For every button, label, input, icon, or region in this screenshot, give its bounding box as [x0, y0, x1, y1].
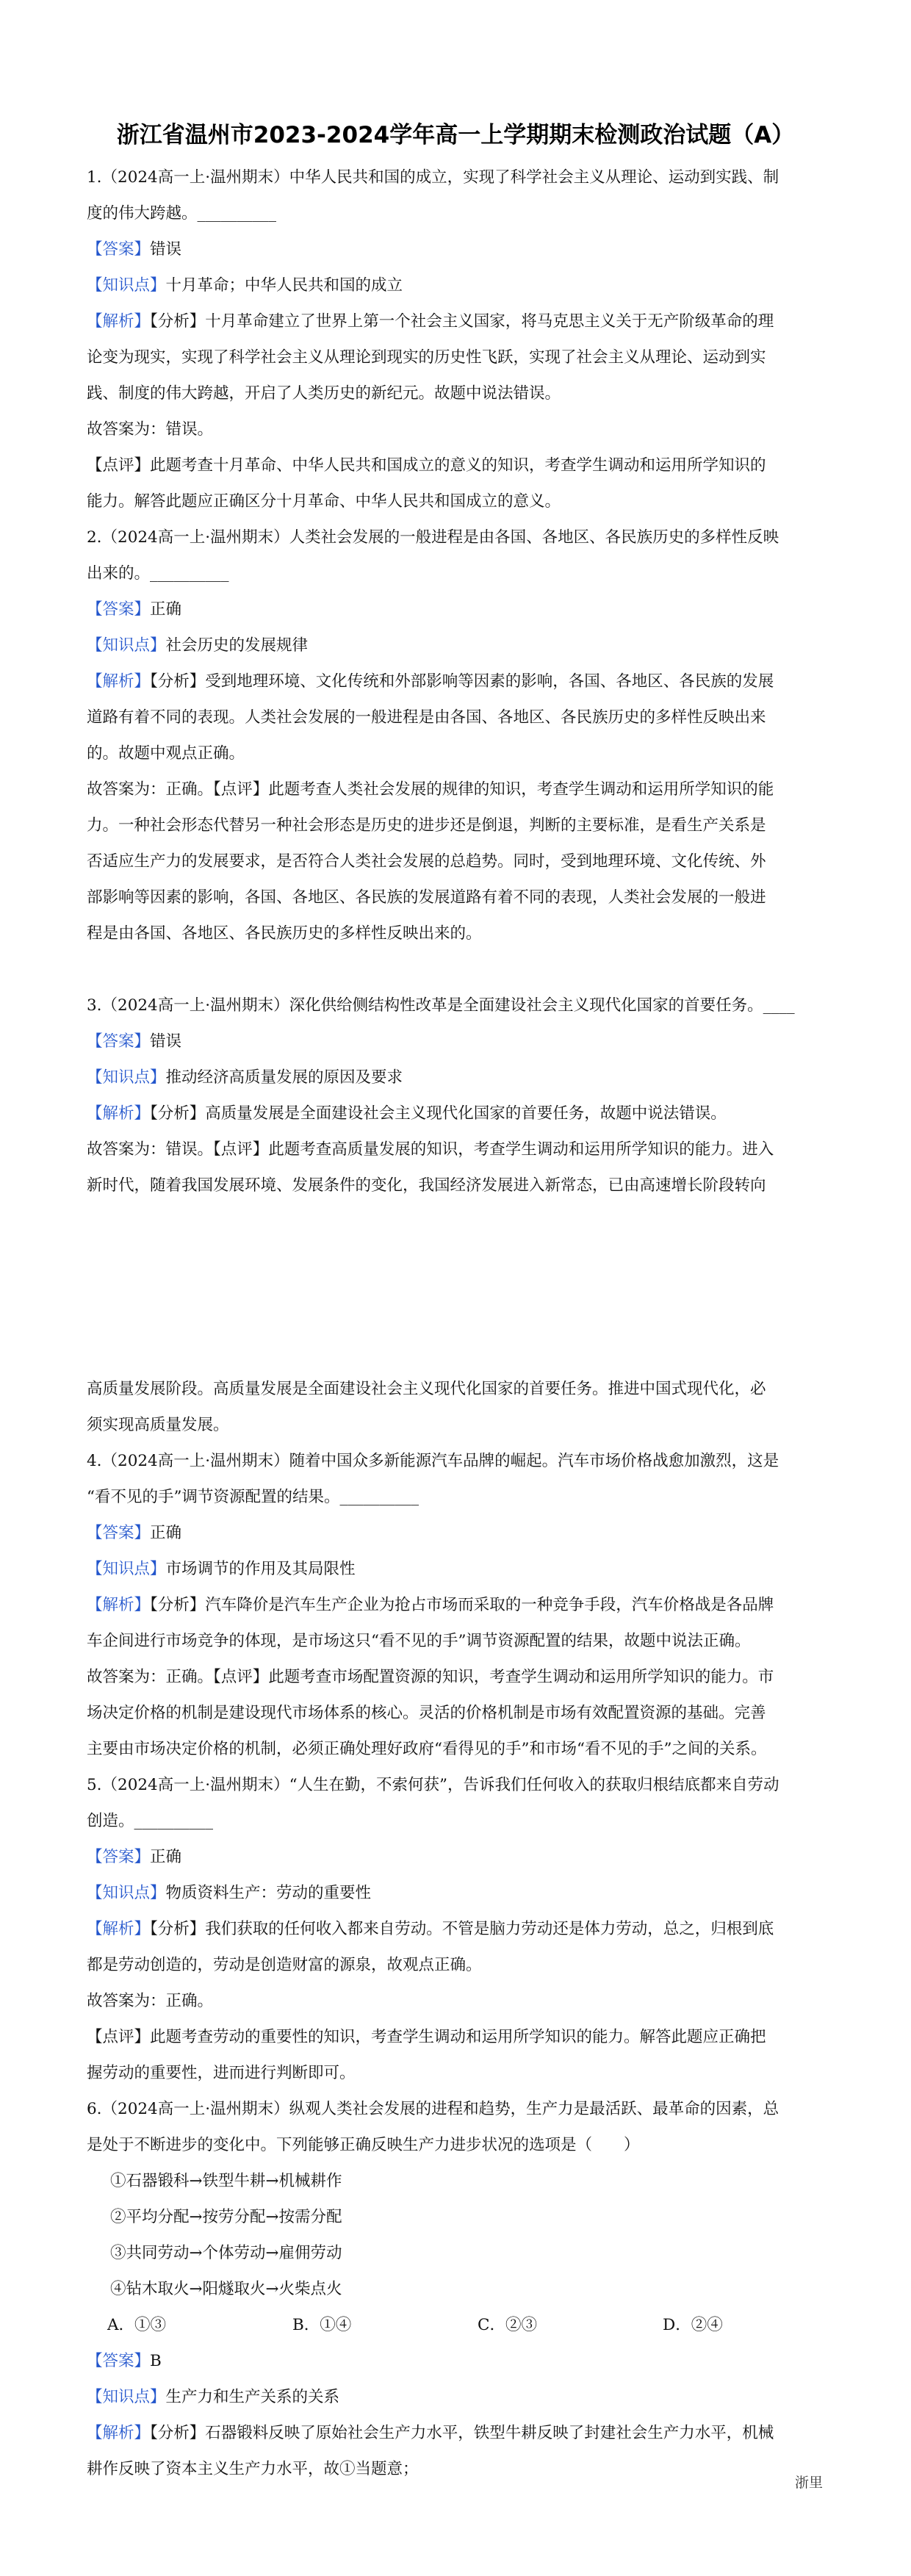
- question-5: [87, 1767, 827, 2091]
- q5-answer: [87, 1839, 827, 1875]
- q2-analysis-line-2: 道路有着不同的表现。人类社会发展的一般进程是由各国、各地区、各民族历史的多样性反映出来: [87, 708, 766, 727]
- q1-stem-line-2: 度的伟大跨越。__________: [87, 204, 277, 223]
- analysis-text: 【分析】高质量发展是全面建设社会主义现代化国家的首要任务，故题中说法错误。: [150, 1104, 727, 1123]
- q3-answer: [87, 1023, 827, 1059]
- choice-a: A．①③: [107, 2316, 167, 2334]
- q3-text-line-2: 故答案为：错误。【点评】此题考查高质量发展的知识，考查学生调动和运用所学知识的能力。进入: [87, 1140, 774, 1159]
- knowledge-tag: 【知识点】: [87, 1560, 166, 1578]
- q4-analysis-line-2: 车企间进行市场竞争的体现，是市场这只“看不见的手”调节资源配置的结果，故题中说法正确。: [87, 1632, 751, 1650]
- answer-tag: 【答案】: [87, 240, 151, 259]
- answer-value: B: [150, 2352, 162, 2370]
- q1-analysis-line-1: [87, 303, 827, 339]
- q4-answer: [87, 1515, 827, 1551]
- q6-option-1: ①石器锻科→铁型牛耕→机械耕作: [110, 2172, 342, 2190]
- q6-choices: [87, 2307, 827, 2343]
- q6-stem-line-1: 6.（2024高一上·温州期末）纵观人类社会发展的进程和趋势，生产力是最活跃、最革命的因素，总: [87, 2100, 779, 2118]
- knowledge-value: 社会历史的发展规律: [165, 636, 309, 655]
- knowledge-tag: 【知识点】: [87, 636, 166, 655]
- q6-knowledge: [87, 2379, 827, 2415]
- q3-text-line-4: 高质量发展阶段。高质量发展是全面建设社会主义现代化国家的首要任务。推进中国式现代化，必: [87, 1380, 766, 1398]
- analysis-tag: 【解析】: [87, 672, 151, 691]
- q5-stem-line-2: 创造。__________: [87, 1812, 214, 1830]
- q4-stem-line-1: 4.（2024高一上·温州期末）随着中国众多新能源汽车品牌的崛起。汽车市场价格战愈加激烈，这是: [87, 1452, 779, 1470]
- q6-option-2: ②平均分配→按劳分配→按需分配: [110, 2208, 342, 2226]
- answer-value: 正确: [150, 1848, 182, 1866]
- q2-stem-line-1: 2.（2024高一上·温州期末）人类社会发展的一般进程是由各国、各地区、各民族历史的多样性反映: [87, 528, 779, 547]
- q6-answer: [87, 2343, 827, 2379]
- answer-tag: 【答案】: [87, 1032, 151, 1051]
- q2-text-line-8: 程是由各国、各地区、各民族历史的多样性反映出来的。: [87, 924, 482, 943]
- q4-text-line-4: 场决定价格的机制是建设现代市场体系的核心。灵活的价格机制是市场有效配置资源的基础。完善: [87, 1704, 766, 1722]
- q6-option-4: ④钻木取火→阳燧取火→火柴点火: [110, 2280, 342, 2298]
- q1-knowledge: [87, 267, 827, 303]
- q2-analysis-line-1: [87, 663, 827, 699]
- analysis-text: 【分析】受到地理环境、文化传统和外部影响等因素的影响，各国、各地区、各民族的发展: [150, 672, 774, 691]
- q5-analysis-line-2: 都是劳动创造的，劳动是创造财富的源泉，故观点正确。: [87, 1956, 482, 1974]
- question-6: [87, 2091, 827, 2487]
- answer-tag: 【答案】: [87, 1524, 151, 1542]
- q5-comment-line-2: 握劳动的重要性，进而进行判断即可。: [87, 2064, 356, 2082]
- analysis-text: 【分析】汽车降价是汽车生产企业为抢占市场而采取的一种竞争手段，汽车价格战是各品牌: [150, 1596, 774, 1614]
- analysis-tag: 【解析】: [87, 1104, 151, 1123]
- choice-d: D．②④: [663, 2316, 723, 2334]
- knowledge-tag: 【知识点】: [87, 2388, 166, 2406]
- analysis-text: 【分析】我们获取的任何收入都来自劳动。不管是脑力劳动还是体力劳动，总之，归根到底: [150, 1920, 774, 1938]
- page-title: 浙江省温州市2023-2024学年高一上学期期末检测政治试题（A）: [116, 122, 795, 148]
- analysis-tag: 【解析】: [87, 2424, 151, 2442]
- q4-text-line-5: 主要由市场决定价格的机制，必须正确处理好政府“看得见的手”和市场“看不见的手”之间的关系。: [87, 1740, 767, 1758]
- knowledge-value: 推动经济高质量发展的原因及要求: [165, 1068, 403, 1087]
- q4-text-line-3: 故答案为：正确。【点评】此题考查市场配置资源的知识，考查学生调动和运用所学知识的能力。市: [87, 1668, 774, 1686]
- q1-answer: [87, 231, 827, 267]
- q4-knowledge: [87, 1551, 827, 1587]
- knowledge-value: 市场调节的作用及其局限性: [165, 1560, 356, 1578]
- analysis-tag: 【解析】: [87, 1920, 151, 1938]
- q3-text-line-5: 须实现高质量发展。: [87, 1416, 229, 1434]
- answer-value: 错误: [150, 240, 182, 259]
- knowledge-value: 生产力和生产关系的关系: [165, 2388, 340, 2406]
- q1-analysis-line-3: 践、制度的伟大跨越，开启了人类历史的新纪元。故题中说法错误。: [87, 384, 561, 403]
- question-4: [87, 1443, 827, 1767]
- question-2: [87, 519, 827, 951]
- q3-analysis-line-1: [87, 1095, 827, 1132]
- question-1: [87, 159, 827, 519]
- analysis-text: 【分析】石器锻料反映了原始社会生产力水平，铁型牛耕反映了封建社会生产力水平，机械: [150, 2424, 774, 2442]
- answer-tag: 【答案】: [87, 2352, 151, 2370]
- q2-text-line-5: 力。一种社会形态代替另一种社会形态是历史的进步还是倒退，判断的主要标准，是看生产关系是: [87, 816, 766, 835]
- q1-comment-line-2: 能力。解答此题应正确区分十月革命、中华人民共和国成立的意义。: [87, 492, 561, 511]
- q1-stem-line-1: 1.（2024高一上·温州期末）中华人民共和国的成立，实现了科学社会主义从理论、运动到实践、制: [87, 168, 779, 187]
- q6-option-3: ③共同劳动→个体劳动→雇佣劳动: [110, 2244, 342, 2262]
- q4-analysis-line-1: [87, 1587, 827, 1623]
- q1-analysis-line-2: 论变为现实，实现了科学社会主义从理论到现实的历史性飞跃，实现了社会主义从理论、运动到实: [87, 348, 766, 367]
- knowledge-value: 物质资料生产：劳动的重要性: [165, 1884, 372, 1902]
- knowledge-value: 十月革命；中华人民共和国的成立: [165, 276, 403, 295]
- question-3: [87, 987, 827, 1204]
- q2-answer: [87, 591, 827, 627]
- q6-analysis-line-2: 耕作反映了资本主义生产力水平，故①当题意；: [87, 2460, 419, 2478]
- analysis-tag: 【解析】: [87, 312, 151, 331]
- answer-tag: 【答案】: [87, 1848, 151, 1866]
- knowledge-tag: 【知识点】: [87, 1068, 166, 1087]
- q3-stem-line-1: 3.（2024高一上·温州期末）深化供给侧结构性改革是全面建设社会主义现代化国家的首要任务。____: [87, 996, 795, 1015]
- knowledge-tag: 【知识点】: [87, 276, 166, 295]
- q5-stem-line-1: 5.（2024高一上·温州期末）“人生在勤，不索何获”，告诉我们任何收入的获取归根结底都来自劳动: [87, 1776, 779, 1794]
- answer-tag: 【答案】: [87, 600, 151, 619]
- answer-value: 错误: [150, 1032, 182, 1051]
- q1-comment-line-1: 【点评】此题考查十月革命、中华人民共和国成立的意义的知识，考查学生调动和运用所学知识的: [87, 456, 766, 475]
- q3-knowledge: [87, 1059, 827, 1095]
- question-3-continued: [87, 1371, 827, 1443]
- choice-b: B．①④: [292, 2316, 352, 2334]
- choice-c: C．②③: [478, 2316, 537, 2334]
- q5-analysis-line-1: [87, 1911, 827, 1947]
- q4-stem-line-2: “看不见的手”调节资源配置的结果。__________: [87, 1488, 419, 1506]
- analysis-tag: 【解析】: [87, 1596, 151, 1614]
- q5-final-answer: 故答案为：正确。: [87, 1992, 214, 2010]
- q2-text-line-6: 否适应生产力的发展要求，是否符合人类社会发展的总趋势。同时，受到地理环境、文化传统、外: [87, 852, 766, 871]
- knowledge-tag: 【知识点】: [87, 1884, 166, 1902]
- q2-stem-line-2: 出来的。__________: [87, 564, 229, 583]
- q1-final-answer: 故答案为：错误。: [87, 420, 214, 439]
- q5-comment-line-1: 【点评】此题考查劳动的重要性的知识，考查学生调动和运用所学知识的能力。解答此题应正确把: [87, 2028, 766, 2046]
- q2-knowledge: [87, 627, 827, 663]
- q2-text-line-4: 故答案为：正确。【点评】此题考查人类社会发展的规律的知识，考查学生调动和运用所学知识的能: [87, 780, 774, 799]
- q5-knowledge: [87, 1875, 827, 1911]
- footer-watermark: 浙里: [795, 2475, 824, 2491]
- q3-text-line-3: 新时代，随着我国发展环境、发展条件的变化，我国经济发展进入新常态，已由高速增长阶段转向: [87, 1176, 766, 1195]
- q2-text-line-7: 部影响等因素的影响，各国、各地区、各民族的发展道路有着不同的表现，人类社会发展的一般进: [87, 888, 766, 907]
- answer-value: 正确: [150, 1524, 182, 1542]
- answer-value: 正确: [150, 600, 182, 619]
- analysis-text: 【分析】十月革命建立了世界上第一个社会主义国家，将马克思主义关于无产阶级革命的理: [150, 312, 774, 331]
- q6-analysis-line-1: [87, 2415, 827, 2451]
- q2-analysis-line-3: 的。故题中观点正确。: [87, 744, 245, 763]
- q6-stem-line-2: 是处于不断进步的变化中。下列能够正确反映生产力进步状况的选项是（ ）: [87, 2136, 640, 2154]
